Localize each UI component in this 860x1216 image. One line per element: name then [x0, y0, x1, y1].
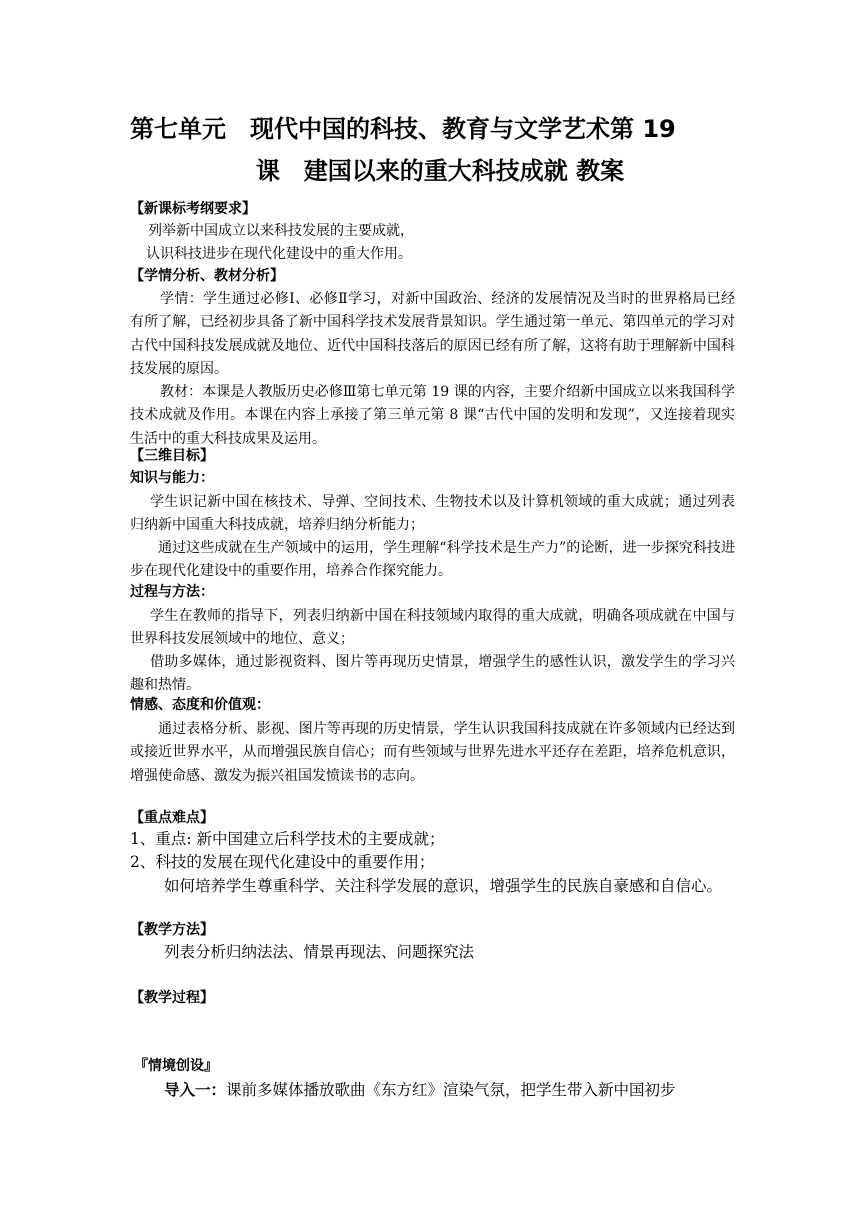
process-paragraph-1: 学生在教师的指导下，列表归纳新中国在科技领域内取得的重大成就，明确各项成就在中国与世界科技发展领域中的地位、意义；	[130, 608, 735, 648]
subheading-emotion: 情感、态度和价值观：	[130, 697, 270, 713]
section-heading-process: 【教学过程】	[130, 990, 214, 1006]
subheading-knowledge: 知识与能力：	[130, 470, 214, 486]
methods-line: 列表分析归纳法法、情景再现法、问题探究法	[164, 943, 475, 961]
section-heading-methods: 【教学方法】	[130, 922, 214, 938]
emotion-paragraph: 通过表格分析、影视、图片等再现的历史情景，学生认识我国科技成就在许多领域内已经达到或接近世界水平，从而增强民族自信心；而有些领域与世界先进水平还存在差距，培养危机意识，增强使命感、激发为振兴祖国发愤读书的志向。	[130, 721, 735, 784]
intro-label: 导入一：	[164, 1080, 227, 1099]
section-heading-analysis: 【学情分析、教材分析】	[130, 268, 284, 284]
section-heading-curriculum: 【新课标考纲要求】	[130, 201, 256, 217]
section-heading-key-points: 【重点难点】	[130, 810, 214, 826]
process-paragraph-2: 借助多媒体，通过影视资料、图片等再现历史情景，增强学生的感性认识，激发学生的学习兴趣和热情。	[130, 654, 735, 694]
curriculum-line-1: 列举新中国成立以来科技发展的主要成就，	[148, 223, 414, 239]
document-title-line-2: 课 建国以来的重大科技成就 教案	[255, 157, 625, 185]
subheading-process: 过程与方法：	[130, 584, 214, 600]
curriculum-line-2: 认识科技进步在现代化建设中的重大作用。	[146, 246, 412, 262]
analysis-paragraph-textbook: 教材：本课是人教版历史必修Ⅲ第七单元第 19 课的内容，主要介绍新中国成立以来我国科学技术成就及作用。本课在内容上承接了第三单元第 8 课“古代中国的发明和发现”，又连接着现实生活中的重大科技成果及运用。	[130, 384, 735, 447]
knowledge-paragraph-1: 学生识记新中国在核技术、导弹、空间技术、生物技术以及计算机领域的重大成就；通过列表归纳新中国重大科技成就，培养归纳分析能力；	[130, 494, 735, 534]
analysis-paragraph-students: 学情：学生通过必修Ⅰ、必修Ⅱ学习，对新中国政治、经济的发展情况及当时的世界格局已经有所了解，已经初步具备了新中国科学技术发展背景知识。学生通过第一单元、第四单元的学习对古代中国科技发展成就及地位、近代中国科技落后的原因已经有所了解，这将有助于理解新中国科技发展的原因。	[130, 291, 735, 378]
key-point-1: 1、重点: 新中国建立后科学技术的主要成就；	[130, 830, 445, 848]
intro-text: 课前多媒体播放歌曲《东方红》渲染气氛，把学生带入新中国初步	[226, 1081, 676, 1099]
section-heading-objectives: 【三维目标】	[130, 448, 214, 464]
section-heading-scenario: 『情境创设』	[134, 1058, 218, 1074]
difficulty-paragraph: 如何培养学生尊重科学、关注科学发展的意识，增强学生的民族自豪感和自信心。	[164, 877, 723, 895]
knowledge-paragraph-2: 通过这些成就在生产领域中的运用，学生理解“科学技术是生产力”的论断，进一步探究科技进步在现代化建设中的重要作用，培养合作探究能力。	[130, 540, 735, 580]
document-title-line-1: 第七单元 现代中国的科技、教育与文学艺术第 19	[130, 115, 676, 143]
intro-line	[164, 1080, 676, 1100]
key-point-2: 2、科技的发展在现代化建设中的重要作用；	[130, 853, 435, 871]
